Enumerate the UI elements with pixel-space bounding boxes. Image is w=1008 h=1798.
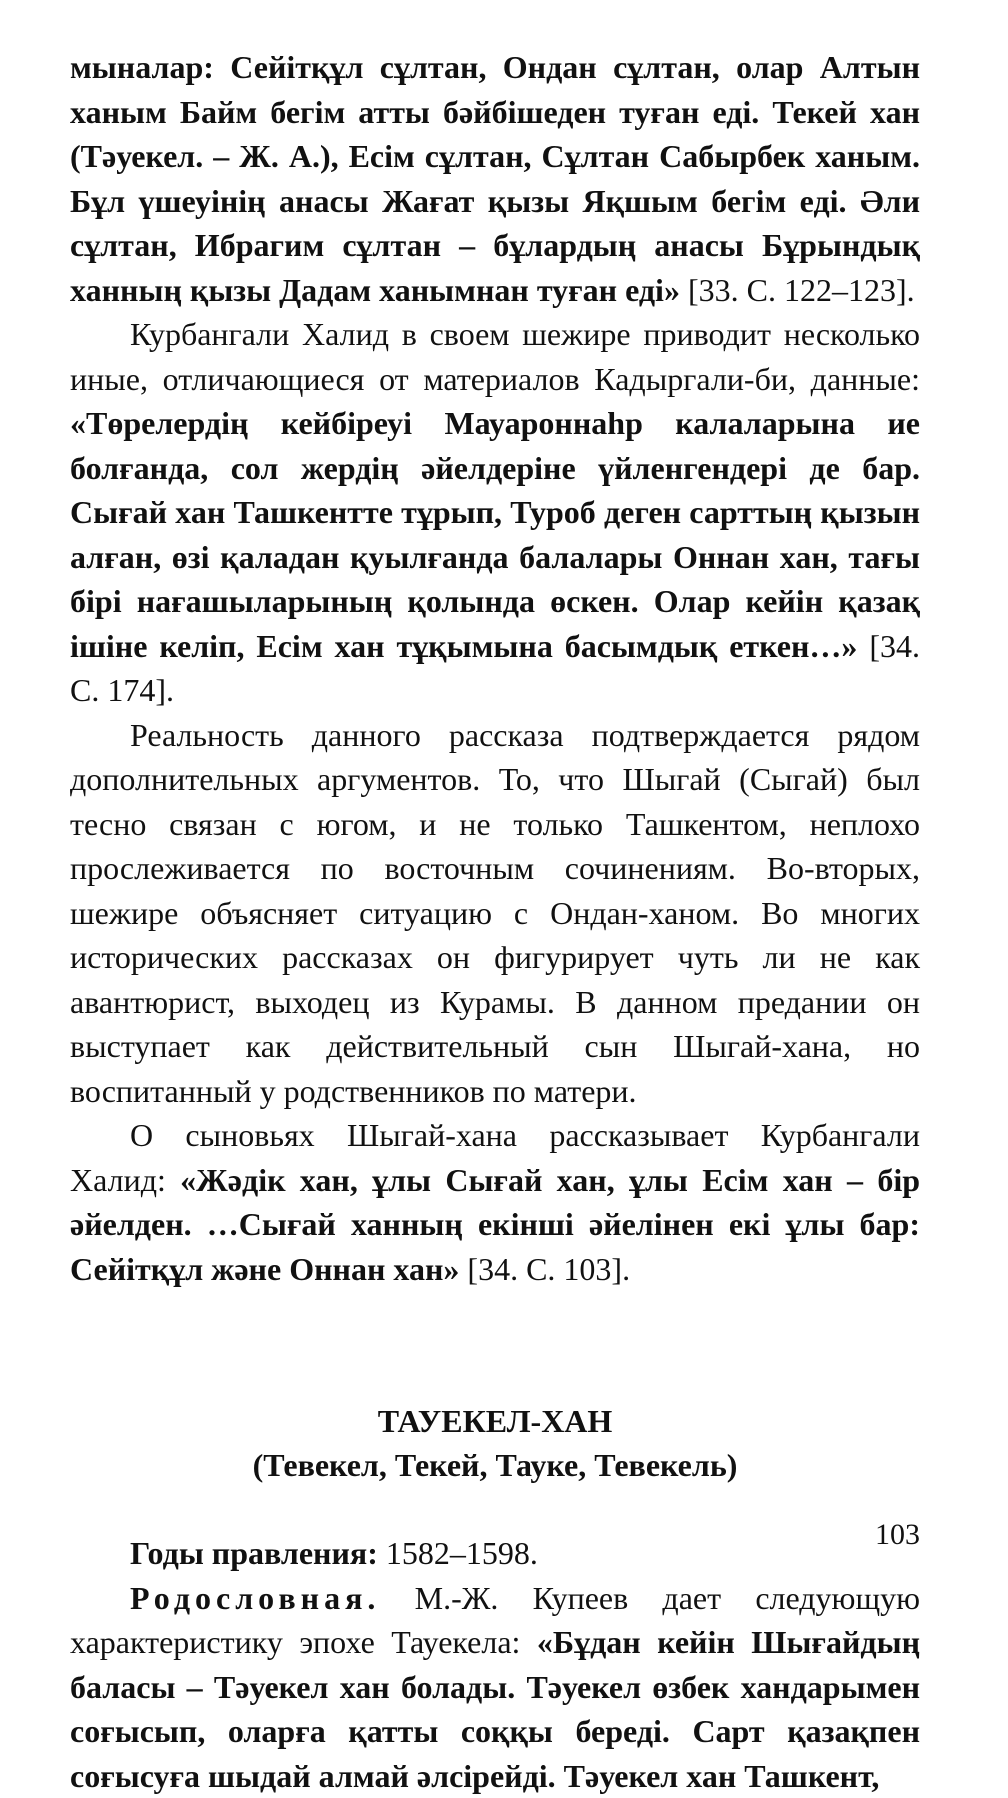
paragraph-2 [70, 312, 920, 713]
paragraph-text: М.-Ж. Купеев дает следующую характеристику эпохе Тауекела: [70, 1580, 920, 1661]
paragraph-1 [70, 45, 920, 312]
page-number: 103 [875, 1518, 920, 1552]
citation: [34. С. 103]. [459, 1251, 630, 1287]
paragraph-text: Курбангали Халид в своем шежире приводит несколько иные, отличающиеся от материалов Кадыргали-би, данные: [70, 316, 920, 397]
paragraph-4 [70, 1113, 920, 1291]
paragraph-5 [70, 1576, 920, 1798]
quote-text: мыналар: Сейітқұл сұлтан, Ондан сұлтан, олар Алтын ханым Байм бегім атты бәйбішеден туған еді. Текей хан (Тәуекел. – Ж. А.), Есім сұлтан, Сұлтан Сабырбек ханым. Бұл үшеуінің анасы Жағат қызы Яқшым бегім еді. Әли сұлтан, Ибрагим сұлтан – бұлардың анасы Бұрындық ханның қызы Дадам ханымнан туған еді» [70, 49, 920, 308]
quote-text: «Жәдік хан, ұлы Сығай хан, ұлы Есім хан – бір әйелден. …Сығай ханның екінші әйелінен екі ұлы бар: Сейітқұл және Оннан хан» [70, 1162, 920, 1287]
years-label: Годы правления: [130, 1535, 378, 1571]
section-subtitle: (Тевекел, Текей, Тауке, Тевекель) [70, 1443, 920, 1487]
citation: [33. С. 122–123]. [680, 272, 915, 308]
genealogy-label: Родословная. [130, 1580, 380, 1616]
quote-text: «Бұдан кейін Шығайдың баласы – Тәуекел хан болады. Тәуекел өзбек хандарымен соғысып, оларға қатты соққы береді. Сарт қазақпен соғысуға шыдай алмай әлсірейді. Тәуекел хан Ташкент, [70, 1624, 920, 1794]
paragraph-3: Реальность данного рассказа подтверждается рядом дополнительных аргументов. То, что Шыгай (Сыгай) был тесно связан с югом, и не только Ташкентом, неплохо прослеживается по восточным сочинениям. Во-вторых, шежире объясняет ситуацию с Ондан-ханом. Во многих исторических рассказах он фигурирует чуть ли не как авантюрист, выходец из Курамы. В данном предании он выступает как действительный сын Шыгай-хана, но воспитанный у родственников по матери. [70, 713, 920, 1114]
quote-text: «Төрелердің кейбіреуі Мауароннаһр калаларына ие болғанда, сол жердің әйелдеріне үйленгендері де бар. Сығай хан Ташкентте тұрып, Туроб деген сарттың қызын алған, өзі қаладан қуылғанда балалары Оннан хан, тағы бірі нағашыларының қолында өскен. Олар кейін қазақ ішіне келіп, Есім хан тұқымына басымдық еткен…» [70, 405, 920, 664]
page-body [70, 45, 920, 1798]
paragraph-text: О сыновьях Шыгай-хана рассказывает Курбангали Халид: [70, 1117, 920, 1198]
citation: [34. С. 174]. [70, 628, 920, 709]
section-title: ТАУЕКЕЛ-ХАН [70, 1399, 920, 1443]
years-value: 1582–1598. [378, 1535, 538, 1571]
years-of-reign [70, 1531, 920, 1576]
